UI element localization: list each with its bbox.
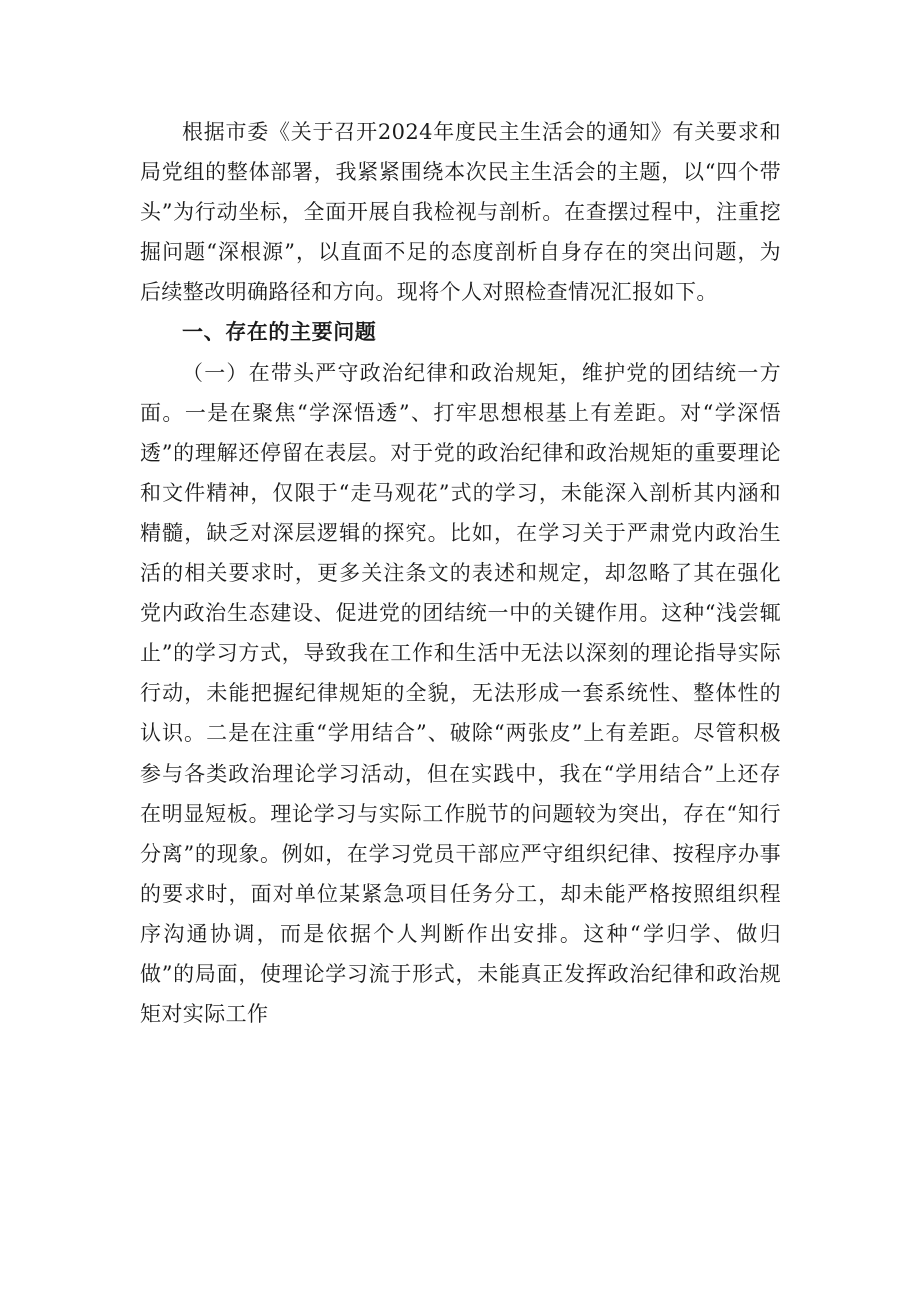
intro-paragraph: 根据市委《关于召开2024年度民主生活会的通知》有关要求和局党组的整体部署，我紧紧围绕本次民主生活会的主题，以“四个带头”为行动坐标，全面开展自我检视与剖析。在查摆过程中，注重挖掘问题“深根源”，以直面不足的态度剖析自身存在的突出问题，为后续整改明确路径和方向。现将个人对照检查情况汇报如下。: [140, 120, 781, 305]
section-heading: 一、存在的主要问题: [182, 320, 377, 345]
section-paragraph: （一）在带头严守政治纪律和政治规矩，维护党的团结统一方面。一是在聚焦“学深悟透”、打牢思想根基上有差距。对“学深悟透”的理解还停留在表层。对于党的政治纪律和政治规矩的重要理论和文件精神，仅限于“走马观花”式的学习，未能深入剖析其内涵和精髓，缺乏对深层逻辑的探究。比如，在学习关于严肃党内政治生活的相关要求时，更多关注条文的表述和规定，却忽略了其在强化党内政治生态建设、促进党的团结统一中的关键作用。这种“浅尝辄止”的学习方式，导致我在工作和生活中无法以深刻的理论指导实际行动，未能把握纪律规矩的全貌，无法形成一套系统性、整体性的认识。二是在注重“学用结合”、破除“两张皮”上有差距。尽管积极参与各类政治理论学习活动，但在实践中，我在“学用结合”上还存在明显短板。理论学习与实际工作脱节的问题较为突出，存在“知行分离”的现象。例如，在学习党员干部应严守组织纪律、按程序办事的要求时，面对单位某紧急项目任务分工，却未能严格按照组织程序沟通协调，而是依据个人判断作出安排。这种“学归学、做归做”的局面，使理论学习流于形式，未能真正发挥政治纪律和政治规矩对实际工作: [140, 360, 781, 1027]
document-body: [140, 112, 781, 1034]
